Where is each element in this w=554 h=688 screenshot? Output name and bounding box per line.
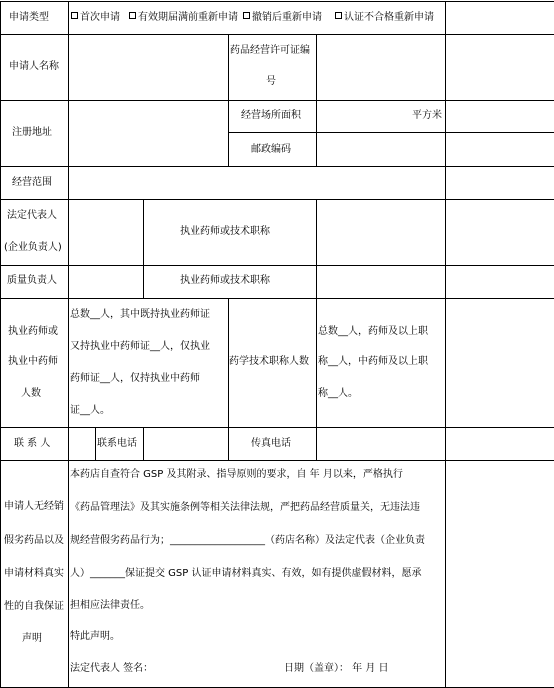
pharmacist-count-desc: 总数__人，其中既持执业药师证 xyxy=(70,309,210,320)
declaration-label: 性的自我保证 xyxy=(4,601,64,612)
license-no-label: 药品经营许可证编 xyxy=(230,45,310,56)
tech-title-count-label: 药学技术职称人数 xyxy=(229,356,309,367)
reg-address-label: 注册地址 xyxy=(12,127,52,138)
rule xyxy=(143,427,144,460)
rule xyxy=(0,427,554,428)
rule xyxy=(0,1,1,688)
declaration-text: 规经营假劣药品行为；___________________（药店名称）及法定代表（企业负责 xyxy=(70,535,425,546)
signature-label: 法定代表人 签名： xyxy=(70,663,154,674)
option-renewal-before-expiry[interactable]: 有效期届满前重新申请 xyxy=(129,11,238,25)
rule xyxy=(0,265,554,266)
rule xyxy=(316,427,317,460)
tech-title-count-desc: 称__人。 xyxy=(318,388,358,399)
checkbox-icon xyxy=(335,12,342,19)
legal-rep-label: 法定代表人 xyxy=(7,210,57,221)
application-type-label: 申请类型 xyxy=(9,12,49,23)
rule xyxy=(316,298,317,427)
rule xyxy=(0,1,554,2)
declaration-text: 《药品管理法》及其实施条例等相关法律法规，严把药品经营质量关，无违法违 xyxy=(70,502,420,513)
rule xyxy=(228,132,554,133)
rule xyxy=(0,166,554,167)
legal-rep-title-label: 执业药师或技术职称 xyxy=(180,226,270,237)
option-reapply-after-revocation[interactable]: 撤销后重新申请 xyxy=(243,11,322,25)
declaration-text: 人）_______保证提交 GSP 认证申请材料真实、有效，如有提供虚假材料，愿承 xyxy=(70,568,422,579)
rule xyxy=(0,199,554,200)
pharmacist-count-desc: 药师证__人，仅持执业中药师 xyxy=(70,373,200,384)
rule xyxy=(445,1,446,688)
legal-rep-label-sub: (企业负责人) xyxy=(4,242,62,253)
declaration-label: 申请人无经销 xyxy=(4,501,64,512)
rule xyxy=(0,298,554,299)
postcode-label: 邮政编码 xyxy=(251,144,291,155)
quality-head-title-label: 执业药师或技术职称 xyxy=(180,275,270,286)
date-label: 日期（盖章）： 年 月 日 xyxy=(284,663,389,674)
applicant-name-label: 申请人名称 xyxy=(9,61,59,72)
rule xyxy=(0,34,554,35)
rule xyxy=(0,460,554,461)
quality-head-label: 质量负责人 xyxy=(7,275,57,286)
rule xyxy=(143,199,144,298)
rule xyxy=(68,1,69,688)
checkbox-icon xyxy=(129,12,136,19)
rule xyxy=(316,199,317,298)
rule xyxy=(316,34,317,166)
contact-phone-label: 联系电话 xyxy=(97,438,137,449)
tech-title-count-desc: 总数__人，药师及以上职 xyxy=(318,326,428,337)
pharmacist-count-desc: 证__人。 xyxy=(70,405,110,416)
option-first-application[interactable]: 首次申请 xyxy=(71,11,120,25)
declaration-label: 假劣药品以及 xyxy=(4,535,64,546)
tech-title-count-desc: 称__人，中药师及以上职 xyxy=(318,356,428,367)
area-unit: 平方米 xyxy=(412,110,442,121)
rule xyxy=(0,100,554,101)
checkbox-icon xyxy=(243,12,250,19)
checkbox-icon xyxy=(71,12,78,19)
declaration-label: 申请材料真实 xyxy=(4,568,64,579)
rule xyxy=(228,298,229,460)
contact-fax-label: 传真电话 xyxy=(251,438,291,449)
contact-label: 联 系 人 xyxy=(14,438,51,449)
business-scope-label: 经营范围 xyxy=(12,177,52,188)
rule xyxy=(95,427,96,460)
pharmacist-count-label: 执业药师或 xyxy=(8,326,58,337)
declaration-text: 担相应法律责任。 xyxy=(70,600,150,611)
declaration-label: 声明 xyxy=(22,633,42,644)
pharmacist-count-desc: 又持执业中药师证__人，仅执业 xyxy=(70,341,210,352)
declaration-text: 本药店自查符合 GSP 及其附录、指导原则的要求，自 年 月以来，严格执行 xyxy=(70,469,403,480)
pharmacist-count-label: 执业中药师 xyxy=(8,356,58,367)
declaration-text: 特此声明。 xyxy=(70,631,120,642)
pharmacist-count-label: 人数 xyxy=(21,388,41,399)
rule xyxy=(228,34,229,166)
option-reapply-after-failure[interactable]: 认证不合格重新申请 xyxy=(335,11,434,25)
area-label: 经营场所面积 xyxy=(241,110,301,121)
license-no-label-cont: 号 xyxy=(266,76,276,87)
